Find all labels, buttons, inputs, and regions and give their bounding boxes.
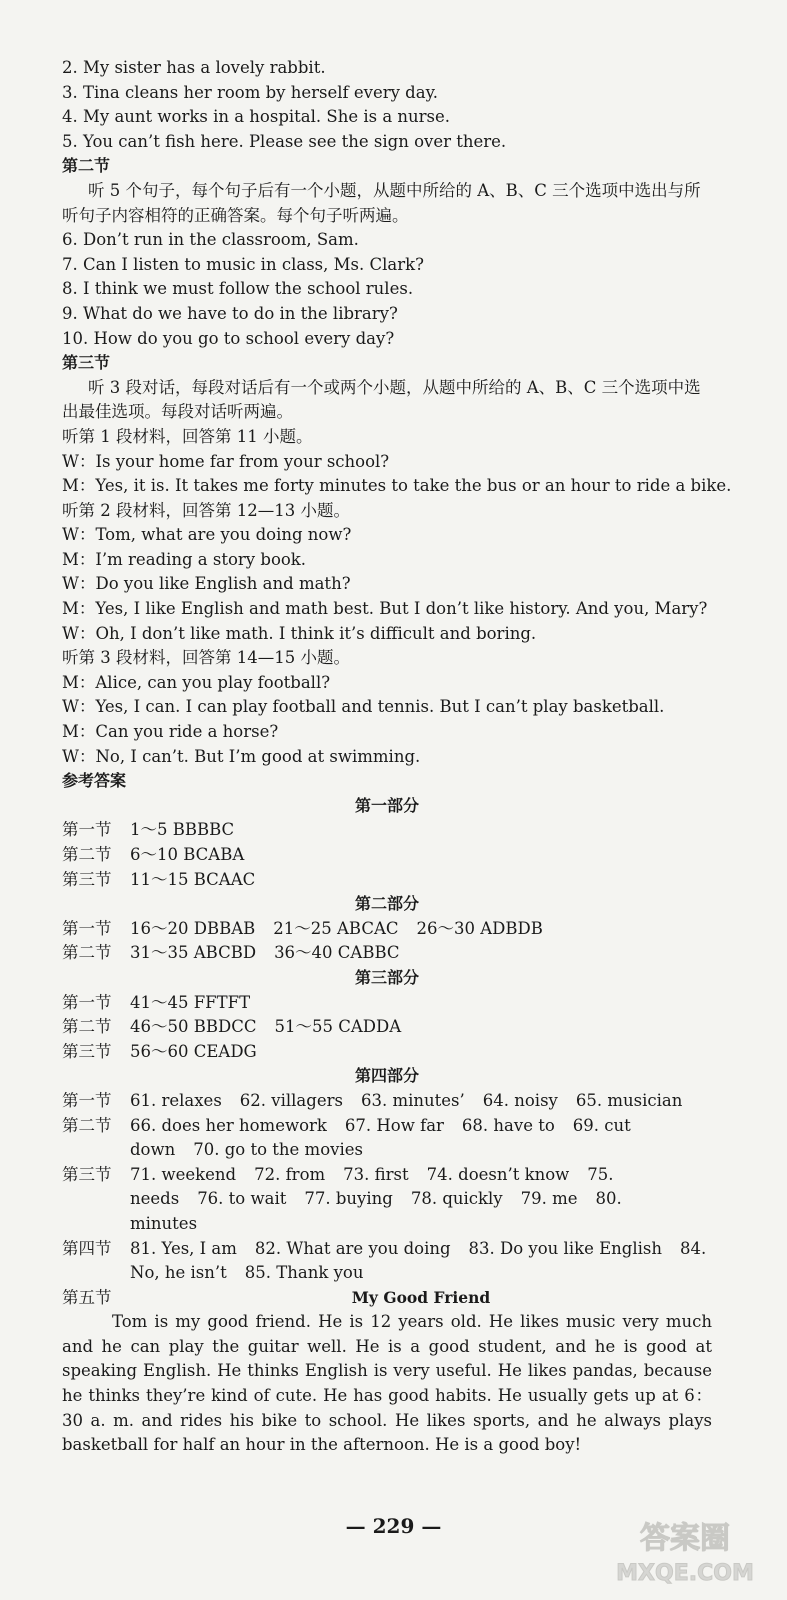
answer-item: 26～30 ADBDB: [416, 918, 543, 938]
answer-row: [62, 1237, 712, 1286]
answer-row-label: 第一节: [62, 820, 112, 840]
answer-item: 74. doesn’t know: [426, 1164, 570, 1184]
answer-item: 36～40 CABBC: [274, 943, 400, 963]
answer-item: 46～50 BBDCC: [130, 1017, 257, 1037]
answer-item: 67. How far: [344, 1115, 444, 1135]
answer-item: 1～5 BBBBC: [130, 820, 235, 840]
answer-item: 62. villagers: [239, 1090, 343, 1110]
watermark-top: 答案圈: [640, 1521, 730, 1556]
page-content: [62, 56, 732, 1458]
answer-row-items: [130, 941, 712, 966]
answer-item: 83. Do you like English: [468, 1238, 662, 1258]
answer-row: [62, 917, 712, 942]
answer-row: [62, 1163, 712, 1237]
text-line: 4. My aunt works in a hospital. She is a nurse.: [62, 107, 451, 127]
text-line: 9. What do we have to do in the library?: [62, 303, 398, 323]
dialogue-line: W：Is your home far from your school?: [62, 451, 390, 471]
dialogue-line: 听第 3 段材料，回答第 14—15 小题。: [62, 648, 350, 668]
section-instruction: 听 5 个句子，每个句子后有一个小题，从题中所给的 A、B、C 三个选项中选出与所听句子内容相符的正确答案。每个句子听两遍。: [62, 180, 701, 225]
dialogue-line: W：Tom, what are you doing now?: [62, 525, 352, 545]
answer-item: 85. Thank you: [244, 1263, 364, 1283]
answer-item: 76. to wait: [197, 1189, 287, 1209]
answer-item: 69. cut down: [130, 1115, 631, 1160]
text-line: 10. How do you go to school every day?: [62, 328, 395, 348]
answer-item: 81. Yes, I am: [130, 1238, 237, 1258]
answer-row-items: [130, 991, 712, 1016]
answer-row-items: [130, 1040, 712, 1065]
part1-section1-tail: [62, 56, 712, 154]
dialogue-line: M：Yes, I like English and math best. But I don’t like history. And you, Mary?: [62, 599, 708, 619]
answer-item: 61. relaxes: [130, 1090, 222, 1110]
answer-item: 78. quickly: [410, 1189, 503, 1209]
section-2: [62, 154, 712, 351]
answer-item: 66. does her homework: [130, 1115, 327, 1135]
answer-row-label: 第三节: [62, 1164, 112, 1184]
answer-row-items: [130, 917, 712, 942]
answer-row: [62, 868, 712, 893]
answer-row-label: 第二节: [62, 1017, 112, 1037]
dialogue-line: W：Do you like English and math?: [62, 574, 351, 594]
answer-item: 6～10 BCABA: [130, 845, 245, 864]
answer-item: 82. What are you doing: [254, 1238, 451, 1258]
text-line: 3. Tina cleans her room by herself every day.: [62, 82, 438, 102]
section-heading: 第三节: [62, 353, 111, 373]
answer-row: [62, 1040, 712, 1065]
answer-row-items: [130, 1237, 712, 1286]
dialogue-line: M：I’m reading a story book.: [62, 549, 307, 569]
answer-row-items: [130, 1089, 712, 1114]
essay-body: Tom is my good friend. He is 12 years old. He likes music very much and he can play the guitar well. He is a good student, and he is good at speaking English. He thinks English is very useful. He likes pandas, because he thinks they’re kind of cute. He has good habits. He usually gets up at 6：30 a. m. and rides his bike to school. He likes sports, and he always plays basketball for half an hour in the afternoon. He is a good boy!: [62, 1312, 712, 1455]
answer-row: [62, 991, 712, 1016]
answer-row: [62, 1114, 712, 1163]
answer-row-label: 第二节: [62, 1115, 112, 1135]
answer-item: 51～55 CADDA: [274, 1017, 402, 1037]
answer-row-label: 第四节: [62, 1238, 112, 1258]
answer-row: [62, 818, 712, 843]
answer-item: 75. needs: [130, 1164, 614, 1209]
answer-row: [62, 1089, 712, 1114]
answer-item: 21～25 ABCAC: [273, 918, 399, 938]
section-heading: 第二节: [62, 156, 111, 176]
answer-row-items: [130, 843, 712, 868]
answer-item: 80. minutes: [130, 1189, 622, 1233]
answer-item: 41～45 FFTFT: [130, 992, 251, 1012]
watermark-bottom: MXQE.COM: [616, 1561, 754, 1586]
answer-row-items: [130, 1163, 712, 1237]
answer-row-items: [130, 818, 712, 843]
answer-part-title: 第二部分: [354, 894, 419, 914]
answer-item: 84. No, he isn’t: [130, 1238, 707, 1283]
answer-part-title: 第四部分: [354, 1066, 419, 1086]
text-line: 8. I think we must follow the school rules.: [62, 279, 414, 299]
section-instruction: 听 3 段对话，每段对话后有一个或两个小题，从题中所给的 A、B、C 三个选项中选出最佳选项。每段对话听两遍。: [62, 377, 701, 422]
dialogue-line: M：Alice, can you play football?: [62, 672, 331, 692]
essay-title: My Good Friend: [351, 1287, 491, 1307]
answer-item: 65. musician: [575, 1090, 683, 1110]
answer-item: 73. first: [343, 1164, 409, 1184]
dialogue-line: 听第 2 段材料，回答第 12—13 小题。: [62, 500, 350, 520]
answer-part-title: 第一部分: [354, 795, 419, 815]
page-number: — 229 —: [345, 1514, 442, 1538]
answer-row-label: 第一节: [62, 918, 112, 938]
dialogue-line: W：Yes, I can. I can play football and tennis. But I can’t play basketball.: [62, 697, 665, 717]
answer-row: [62, 1015, 712, 1040]
answer-item: 70. go to the movies: [193, 1140, 363, 1160]
answer-item: 63. minutes’: [360, 1090, 465, 1110]
dialogue-line: 听第 1 段材料，回答第 11 小题。: [62, 426, 313, 446]
answer-item: 79. me: [520, 1189, 578, 1209]
answer-parts: [62, 794, 712, 1286]
text-line: 7. Can I listen to music in class, Ms. Clark?: [62, 254, 424, 274]
answer-row-label: 第二节: [62, 943, 112, 963]
answer-key: [62, 769, 712, 1458]
dialogue-line: W：Oh, I don’t like math. I think it’s difficult and boring.: [62, 623, 537, 643]
answer-part-title: 第三部分: [354, 967, 419, 987]
answer-item: 11～15 BCAAC: [130, 869, 256, 889]
essay-label: 第五节: [62, 1287, 112, 1307]
answer-item: 72. from: [254, 1164, 326, 1184]
answer-item: 68. have to: [461, 1115, 555, 1135]
dialogue-line: M：Can you ride a horse?: [62, 722, 279, 742]
answer-item: 16～20 DBBAB: [130, 918, 256, 938]
text-line: 2. My sister has a lovely rabbit.: [62, 58, 326, 77]
answer-item: 64. noisy: [482, 1090, 558, 1110]
dialogue-line: M：Yes, it is. It takes me forty minutes to take the bus or an hour to ride a bike.: [62, 476, 732, 496]
answer-key-heading: 参考答案: [62, 771, 127, 791]
answer-item: 31～35 ABCBD: [130, 943, 257, 963]
answer-item: 77. buying: [304, 1189, 393, 1209]
text-line: 5. You can’t fish here. Please see the sign over there.: [62, 131, 507, 151]
answer-row: [62, 843, 712, 868]
answer-row-items: [130, 1015, 712, 1040]
answer-row-label: 第一节: [62, 1090, 112, 1110]
answer-row-label: 第三节: [62, 1041, 112, 1061]
answer-item: 56～60 CEADG: [130, 1041, 257, 1061]
essay-section: [62, 1286, 712, 1311]
text-line: 6. Don’t run in the classroom, Sam.: [62, 230, 359, 250]
answer-row-items: [130, 868, 712, 893]
dialogue-line: W：No, I can’t. But I’m good at swimming.: [62, 746, 421, 766]
answer-row: [62, 941, 712, 966]
answer-row-label: 第二节: [62, 845, 112, 864]
answer-row-label: 第一节: [62, 992, 112, 1012]
section-3: [62, 351, 732, 769]
answer-item: 71. weekend: [130, 1164, 237, 1184]
answer-row-label: 第三节: [62, 869, 112, 889]
answer-row-items: [130, 1114, 712, 1163]
watermark-logo: [595, 1510, 775, 1590]
